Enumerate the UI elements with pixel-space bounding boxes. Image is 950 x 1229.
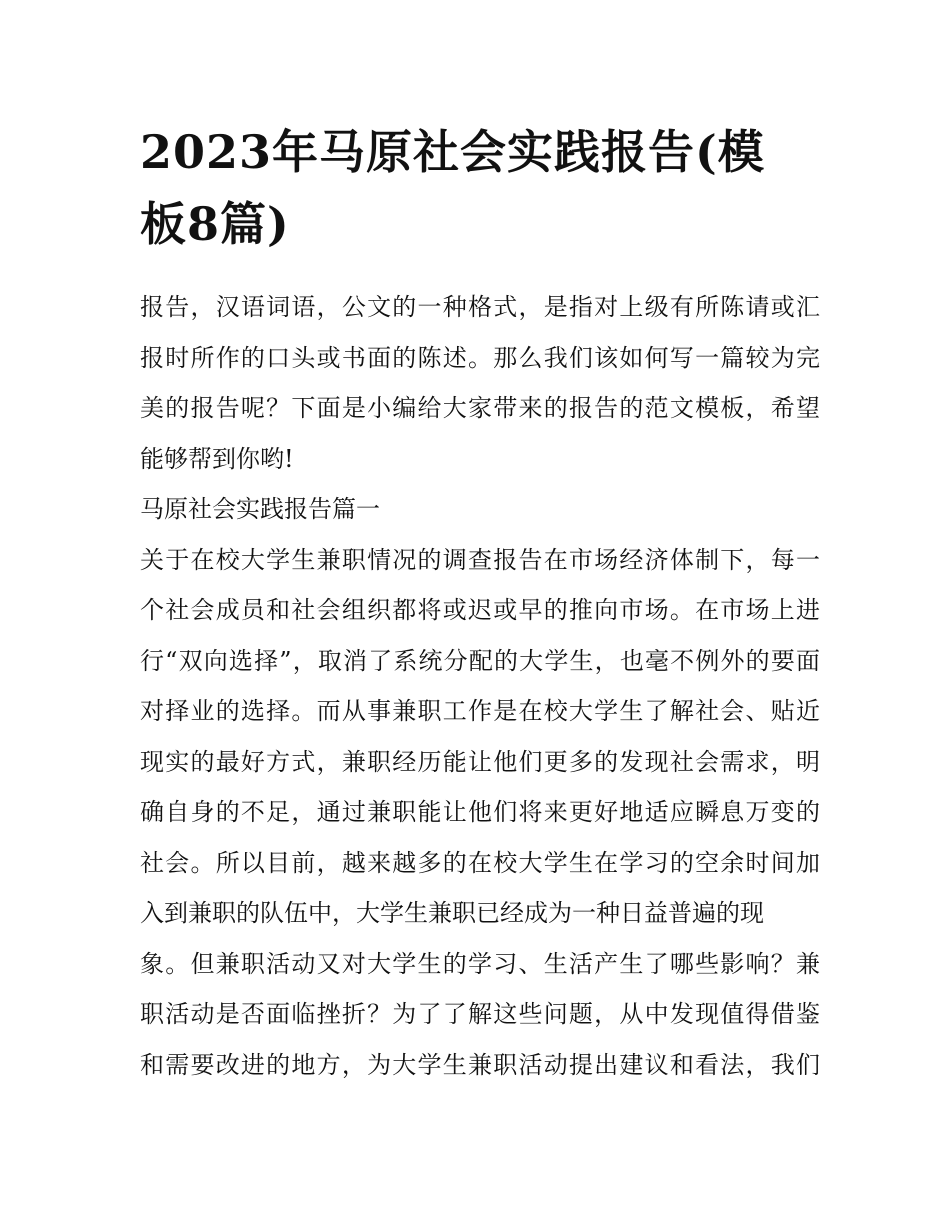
section-line: 行“双向选择”，取消了系统分配的大学生，也毫不例外的要面 (140, 646, 820, 675)
section-line: 确自身的不足，通过兼职能让他们将来更好地适应瞬息万变的 (140, 798, 820, 826)
document-title (140, 116, 820, 260)
intro-line: 报告，汉语词语，公文的一种格式，是指对上级有所陈请或汇 (140, 293, 820, 321)
intro-line: 能够帮到你哟! (140, 444, 294, 473)
section-line: 象。但兼职活动又对大学生的学习、生活产生了哪些影响？兼 (140, 949, 820, 978)
section-heading: 马原社会实践报告篇一 (140, 495, 380, 523)
section-line: 和需要改进的地方，为大学生兼职活动提出建议和看法，我们 (140, 1050, 820, 1079)
section-line: 个社会成员和社会组织都将或迟或早的推向市场。在市场上进 (140, 596, 820, 624)
section-paragraph (140, 535, 820, 1091)
section-line: 现实的最好方式，兼职经历能让他们更多的发现社会需求，明 (140, 747, 820, 776)
title-line-2: 板8篇) (140, 197, 290, 251)
intro-line: 美的报告呢？下面是小编给大家带来的报告的范文模板，希望 (140, 394, 820, 422)
section-line: 社会。所以目前，越来越多的在校大学生在学习的空余时间加 (140, 848, 820, 877)
intro-line: 报时所作的口头或书面的陈述。那么我们该如何写一篇较为完 (140, 343, 820, 372)
intro-paragraph (140, 282, 820, 484)
section-line: 入到兼职的队伍中，大学生兼职已经成为一种日益普遍的现 (140, 899, 764, 927)
section-line: 关于在校大学生兼职情况的调查报告在市场经济体制下，每一 (140, 545, 820, 574)
section-line: 职活动是否面临挫折？为了了解这些问题，从中发现值得借鉴 (140, 1000, 820, 1028)
section-line: 对择业的选择。而从事兼职工作是在校大学生了解社会、贴近 (140, 697, 820, 725)
title-line-1: 2023年马原社会实践报告(模 (140, 125, 765, 179)
document-body (140, 282, 820, 1090)
